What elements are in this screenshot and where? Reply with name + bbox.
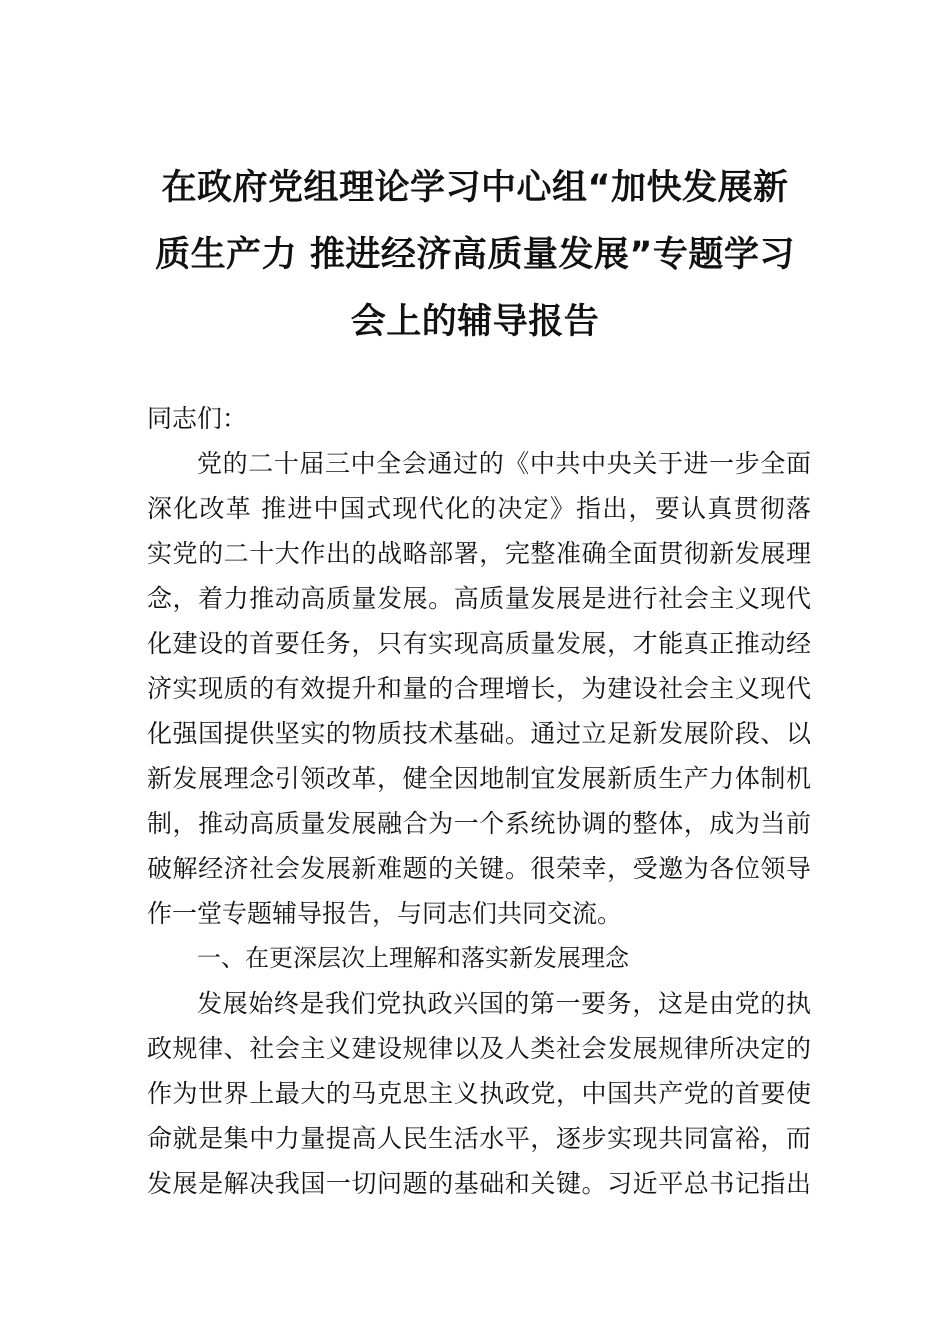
greeting: 同志们：: [147, 404, 248, 433]
paragraph-line: 化建设的首要任务，只有实现高质量发展，才能真正推动经: [147, 629, 811, 658]
paragraph-line: 念，着力推动高质量发展。高质量发展是进行社会主义现代: [147, 584, 811, 613]
paragraph-line: 制，推动高质量发展融合为一个系统协调的整体，成为当前: [147, 809, 811, 838]
paragraph-line: 新发展理念引领改革，健全因地制宜发展新质生产力体制机: [147, 764, 811, 793]
paragraph-line: 破解经济社会发展新难题的关键。很荣幸，受邀为各位领导: [147, 854, 811, 883]
paragraph-line: 命就是集中力量提高人民生活水平，逐步实现共同富裕，而: [147, 1124, 811, 1153]
paragraph-line: 化强国提供坚实的物质技术基础。通过立足新发展阶段、以: [147, 719, 811, 748]
paragraph-line: 发展始终是我们党执政兴国的第一要务，这是由党的执: [197, 989, 811, 1018]
paragraph-line: 政规律、社会主义建设规律以及人类社会发展规律所决定的: [147, 1034, 811, 1063]
paragraph-line: 作为世界上最大的马克思主义执政党，中国共产党的首要使: [147, 1079, 811, 1108]
paragraph-1: [147, 441, 811, 936]
paragraph-line: 作一堂专题辅导报告，与同志们共同交流。: [147, 899, 623, 928]
paragraph-line: 深化改革 推进中国式现代化的决定》指出，要认真贯彻落: [147, 494, 811, 523]
title-line-1: 在政府党组理论学习中心组“加快发展新: [161, 168, 789, 208]
paragraph-line: 实党的二十大作出的战略部署，完整准确全面贯彻新发展理: [147, 539, 811, 568]
paragraph-line: 党的二十届三中全会通过的《中共中央关于进一步全面: [197, 449, 811, 478]
paragraph-line: 发展是解决我国一切问题的基础和关键。习近平总书记指出: [147, 1169, 811, 1198]
section-heading: 一、在更深层次上理解和落实新发展理念: [197, 944, 629, 972]
title-line-3: 会上的辅导报告: [350, 302, 600, 342]
paragraph-2: [147, 981, 811, 1206]
title-line-2: 质生产力 推进经济高质量发展”专题学习: [155, 235, 795, 275]
paragraph-line: 济实现质的有效提升和量的合理增长，为建设社会主义现代: [147, 674, 811, 703]
document-body: [147, 396, 811, 1206]
document-title: [120, 155, 830, 356]
